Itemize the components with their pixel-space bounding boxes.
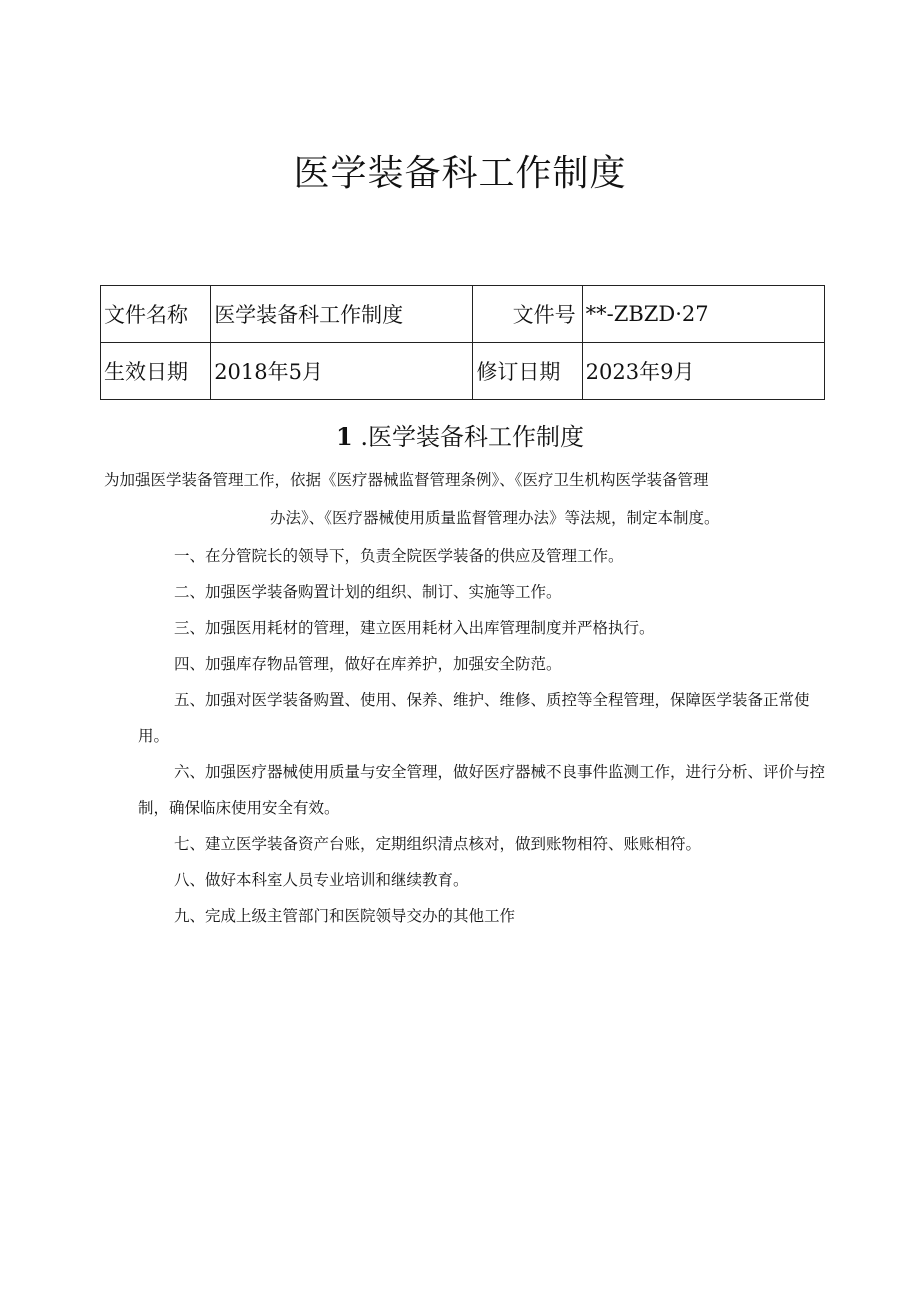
file-name-label: 文件名称 (101, 286, 211, 343)
list-item: 一、在分管院长的领导下，负责全院医学装备的供应及管理工作。 (174, 547, 624, 565)
section-number: 1 (336, 422, 353, 451)
document-info-table (100, 285, 825, 400)
list-item: 八、做好本科室人员专业培训和继续教育。 (174, 871, 469, 889)
list-item: 二、加强医学装备购置计划的组织、制订、实施等工作。 (174, 583, 562, 601)
list-item: 七、建立医学装备资产台账，定期组织清点核对，做到账物相符、账账相符。 (174, 835, 702, 853)
list-item: 九、完成上级主管部门和医院领导交办的其他工作 (174, 907, 516, 925)
effective-date-label: 生效日期 (101, 343, 211, 400)
page-title: 医学装备科工作制度 (293, 153, 627, 194)
file-no-label: 文件号 (473, 286, 582, 343)
list-item: 四、加强库存物品管理，做好在库养护，加强安全防范。 (174, 655, 562, 673)
list-item: 五、加强对医学装备购置、使用、保养、维护、维修、质控等全程管理，保障医学装备正常使用。 (138, 691, 810, 745)
table-row (101, 286, 825, 343)
file-name-value: 医学装备科工作制度 (211, 286, 473, 343)
intro-paragraph-line-2: 办法》、《医疗器械使用质量监督管理办法》等法规，制定本制度。 (270, 509, 720, 527)
list-item: 三、加强医用耗材的管理，建立医用耗材入出库管理制度并严格执行。 (174, 619, 655, 637)
file-no-value: **-ZBZD·27 (582, 286, 824, 343)
intro-paragraph-line-1: 为加强医学装备管理工作，依据《医疗器械监督管理条例》、《医疗卫生机构医学装备管理 (104, 471, 709, 489)
revision-date-label: 修订日期 (473, 343, 582, 400)
section-heading (0, 417, 920, 452)
section-title: .医学装备科工作制度 (360, 423, 584, 451)
revision-date-value: 2023年9月 (582, 343, 824, 400)
list-item: 六、加强医疗器械使用质量与安全管理，做好医疗器械不良事件监测工作，进行分析、评价与控制，确保临床使用安全有效。 (138, 763, 826, 817)
table-row (101, 343, 825, 400)
effective-date-value: 2018年5月 (211, 343, 473, 400)
